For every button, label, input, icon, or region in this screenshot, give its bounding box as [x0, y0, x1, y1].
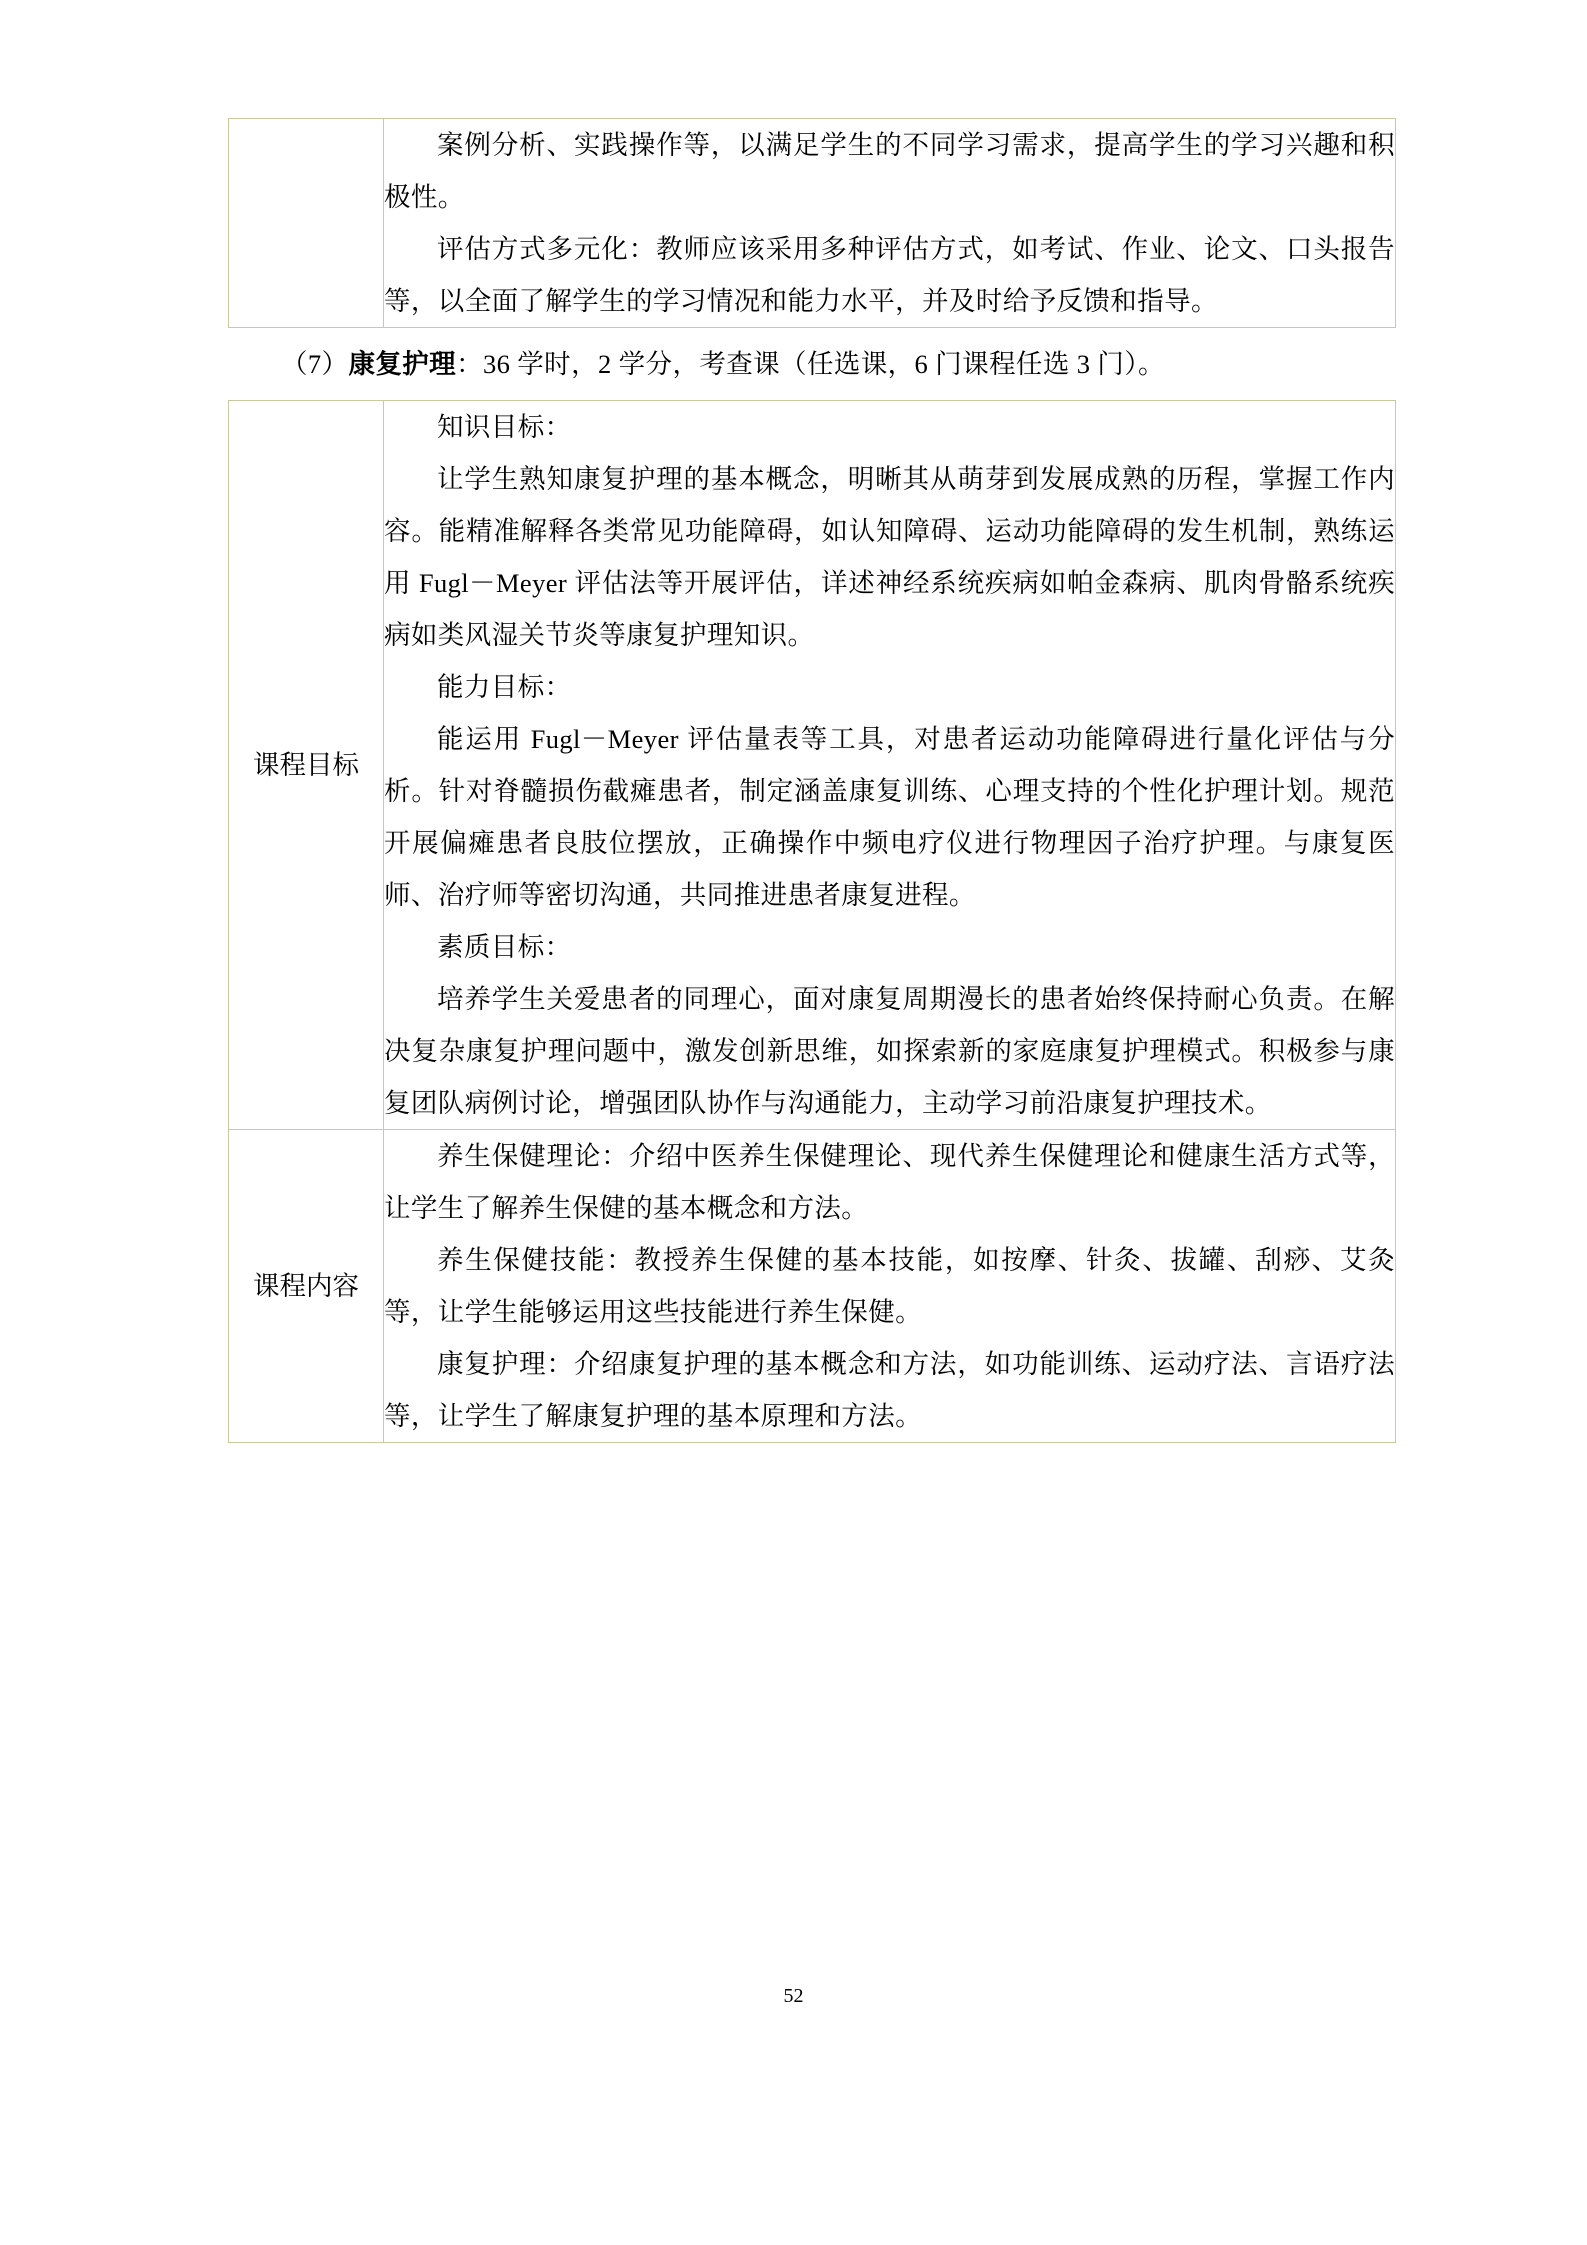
top-table-body-cell: [384, 119, 1396, 328]
row-body-course-objectives: [384, 401, 1396, 1130]
table-row: [229, 401, 1396, 1130]
paragraph: 让学生熟知康复护理的基本概念，明晰其从萌芽到发展成熟的历程，掌握工作内容。能精准解释各类常见功能障碍，如认知障碍、运动功能障碍的发生机制，熟练运用 Fugl－Meyer 评估法等开展评估，详述神经系统疾病如帕金森病、肌肉骨骼系统疾病如类风湿关节炎等康复护理知识。: [384, 464, 1395, 650]
paragraph: 培养学生关爱患者的同理心，面对康复周期漫长的患者始终保持耐心负责。在解决复杂康复护理问题中，激发创新思维，如探索新的家庭康复护理模式。积极参与康复团队病例讨论，增强团队协作与沟通能力，主动学习前沿康复护理技术。: [384, 984, 1395, 1118]
paragraph: 养生保健理论：介绍中医养生保健理论、现代养生保健理论和健康生活方式等，让学生了解养生保健的基本概念和方法。: [384, 1141, 1395, 1223]
page-number: 52: [783, 1985, 804, 2007]
top-table-label-cell: [229, 119, 384, 328]
row-label-course-content: 课程内容: [229, 1130, 384, 1443]
table-row: [229, 1130, 1396, 1443]
table-row: [229, 119, 1396, 328]
row-body-course-content: [384, 1130, 1396, 1443]
top-continued-table: [228, 118, 1396, 328]
paragraph: 案例分析、实践操作等，以满足学生的不同学习需求，提高学生的学习兴趣和积极性。: [384, 130, 1395, 212]
paragraph: 能运用 Fugl－Meyer 评估量表等工具，对患者运动功能障碍进行量化评估与分析。针对脊髓损伤截瘫患者，制定涵盖康复训练、心理支持的个性化护理计划。规范开展偏瘫患者良肢位摆放，正确操作中频电疗仪进行物理因子治疗护理。与康复医师、治疗师等密切沟通，共同推进患者康复进程。: [384, 724, 1395, 910]
paragraph: 能力目标：: [437, 672, 572, 702]
paragraph: 养生保健技能：教授养生保健的基本技能，如按摩、针灸、拔罐、刮痧、艾灸等，让学生能够运用这些技能进行养生保健。: [384, 1245, 1395, 1327]
paragraph: 康复护理：介绍康复护理的基本概念和方法，如功能训练、运动疗法、言语疗法等，让学生了解康复护理的基本原理和方法。: [384, 1349, 1395, 1431]
course-heading: [228, 338, 1397, 390]
paragraph: 评估方式多元化：教师应该采用多种评估方式，如考试、作业、论文、口头报告等，以全面了解学生的学习情况和能力水平，并及时给予反馈和指导。: [384, 234, 1395, 316]
course-name: 康复护理: [348, 349, 457, 379]
course-index: （7）: [281, 349, 349, 379]
course-details: ：36 学时，2 学分，考查课（任选课，6 门课程任选 3 门）。: [456, 349, 1165, 379]
paragraph: 素质目标：: [437, 932, 572, 962]
row-label-course-objectives: 课程目标: [229, 401, 384, 1130]
paragraph: 知识目标：: [437, 412, 572, 442]
course-info-table: [228, 400, 1396, 1443]
